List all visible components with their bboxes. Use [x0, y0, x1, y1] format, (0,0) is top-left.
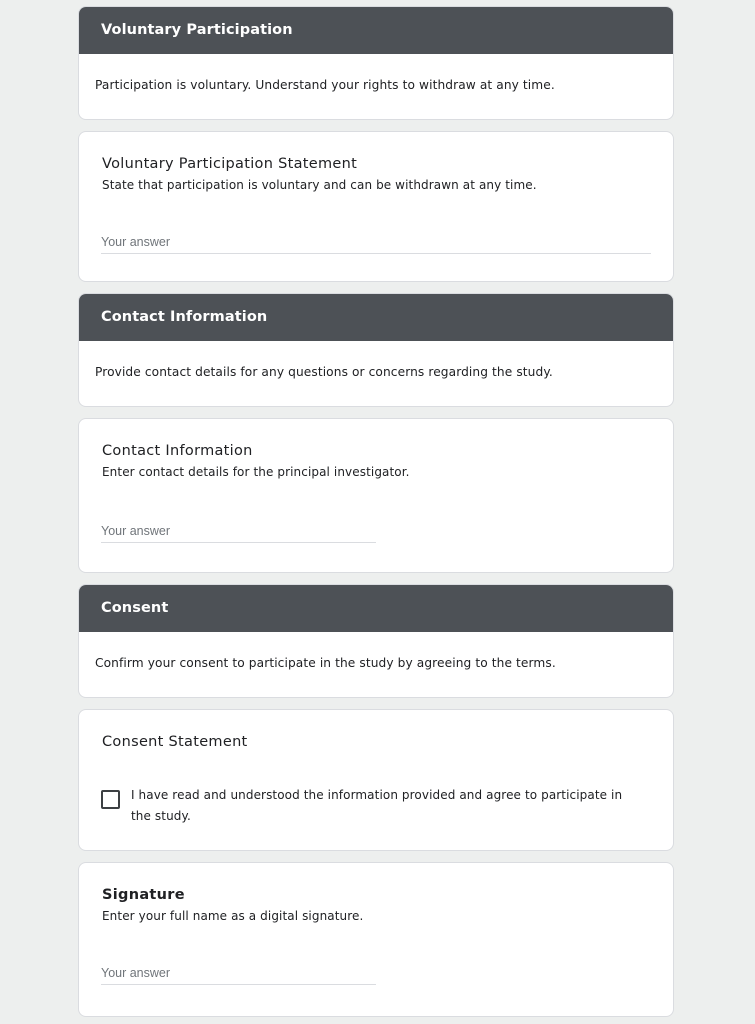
section-voluntary-participation	[78, 6, 674, 120]
section-description: Participation is voluntary. Understand your rights to withdraw at any time.	[95, 78, 555, 92]
section-description: Provide contact details for any questions or concerns regarding the study.	[95, 365, 553, 379]
section-title: Consent	[79, 585, 673, 632]
consent-checkbox[interactable]	[101, 790, 120, 809]
contact-information-input[interactable]	[101, 521, 376, 541]
section-consent	[78, 584, 674, 698]
section-description: Confirm your consent to participate in the study by agreeing to the terms.	[95, 656, 556, 670]
question-voluntary-statement	[78, 131, 674, 282]
question-description: State that participation is voluntary and can be withdrawn at any time.	[102, 178, 537, 192]
question-description: Enter contact details for the principal investigator.	[102, 465, 410, 479]
question-title: Signature	[102, 887, 185, 903]
form-container	[78, 6, 674, 1024]
consent-checkbox-label[interactable]: I have read and understood the information provided and agree to participate in the study.	[131, 788, 623, 823]
answer-field-wrapper	[101, 520, 376, 543]
question-contact-information	[78, 418, 674, 573]
question-description: Enter your full name as a digital signature.	[102, 909, 364, 923]
section-title: Voluntary Participation	[79, 7, 673, 54]
answer-field-wrapper	[101, 231, 651, 254]
consent-checkbox-row[interactable]	[101, 785, 643, 827]
section-contact-information	[78, 293, 674, 407]
signature-input[interactable]	[101, 963, 376, 983]
question-title: Voluntary Participation Statement	[102, 156, 358, 172]
answer-field-wrapper	[101, 962, 376, 985]
question-signature	[78, 862, 674, 1017]
section-title: Contact Information	[79, 294, 673, 341]
voluntary-statement-input[interactable]	[101, 232, 651, 252]
question-title: Contact Information	[102, 443, 253, 459]
question-title: Consent Statement	[102, 734, 248, 750]
question-consent-statement	[78, 709, 674, 851]
